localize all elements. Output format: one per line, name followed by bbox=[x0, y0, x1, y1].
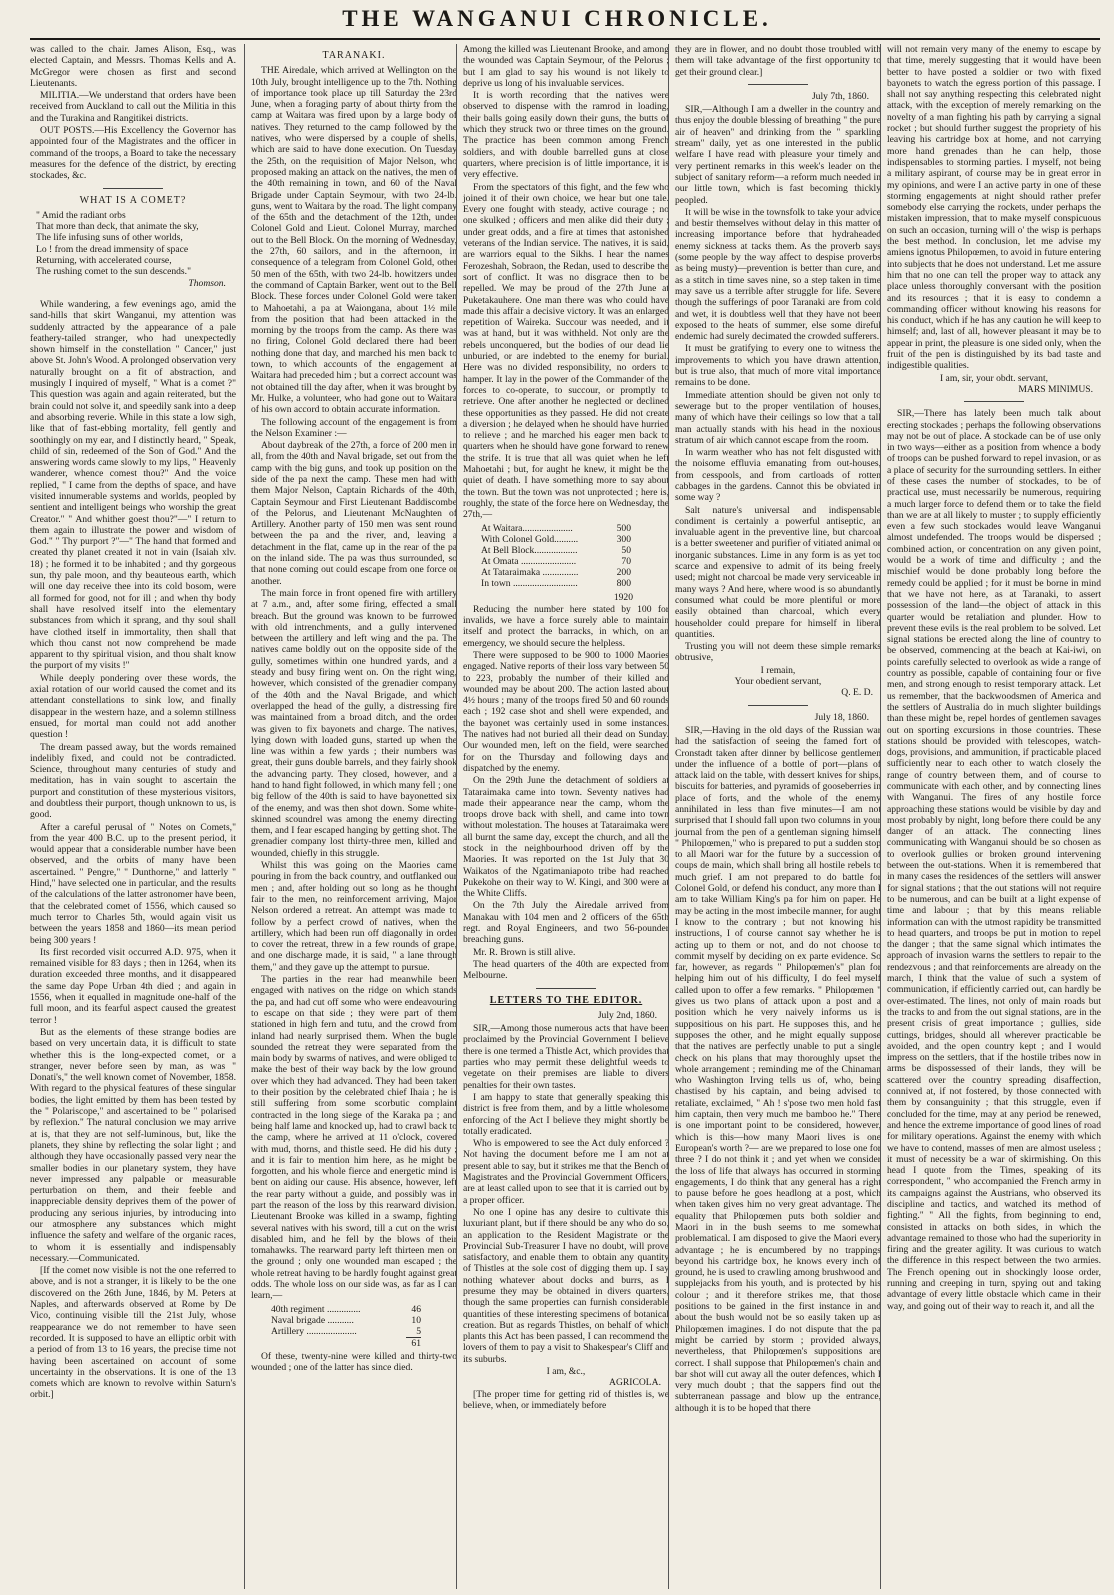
letter-paragraph: Immediate attention should be given not only to sewerage but to the proper ventilation of houses, many of which have their ceilings so low that a tall man actually stands with his head in the noxious stratum of air which cannot escape from the room. bbox=[675, 389, 881, 446]
article-paragraph: On the 7th July the Airedale arrived from Manakau with 104 men and 2 officers of the 65th regt. and Royal Engineers, and two 56-pounder breaching guns. bbox=[463, 900, 669, 946]
column-4 bbox=[668, 44, 881, 1589]
table-cell: 50 bbox=[621, 545, 631, 557]
editor-note: [If the comet now visible is not the one referred to above, and is not a stranger, it is likely to be the one discovered on the 26th June, 1846, by M. Peters at Naples, and afterwards observed at Rome by De Vico, continuing visible till the 21st July, whose reappearance we do not remember to have seen recorded. It is supposed to have an elliptic orbit with a period of from 13 to 16 years, the precise time not having been ascertained on account of some uncertainty in the observations. It is one of the 13 comets which are known to revolve within Saturn's orbit.] bbox=[30, 1265, 236, 1401]
masthead: THE WANGANUI CHRONICLE. bbox=[342, 6, 772, 31]
letter-paragraph: Who is empowered to see the Act duly enforced ? Not having the document before me I am not at present able to say, but it strikes me that the Bench of Magistrates and the Provincial Government Officers, are at least called upon to see that it is carried out by a proper officer. bbox=[463, 1138, 669, 1206]
divider bbox=[536, 988, 596, 989]
table-row bbox=[481, 556, 631, 567]
table-row bbox=[271, 1304, 421, 1315]
table-cell: With Colonel Gold.......... bbox=[481, 534, 579, 546]
table-cell: 46 bbox=[411, 1303, 421, 1315]
letters-heading: LETTERS TO THE EDITOR. bbox=[489, 994, 643, 1006]
letter-date: July 2nd, 1860. bbox=[597, 1009, 657, 1021]
table-row bbox=[481, 578, 631, 589]
letter-paragraph: will not remain very many of the enemy to escape by that time, merely suggesting that it would have been better to have posted a soldier or two with fixed bayonets to watch the egress portion of this passage. I shall not say anything respecting this celebrated night attack, with the exception of merely remarking on the novelty of a man fighting his path by carrying a signal rocket ; but should further suggest the propriety of his leaving his cartridge box at home, and not carrying more hand grenades than he can help, those indispensables to storming parties. I myself, not being a military aspirant, of course may be in great error in my opinions, and were I an active party in one of these storming engagements at night should rather prefer somebody else carrying the rockets, under perhaps the mistaken impression, that to make myself conspicuous on such an occasion, turning will o' the wisp is perhaps the best method. In conclusion, let me advise my amiens ignotus Philopœmen, to avoid in future entering into subjects that he does not understand. Let me assure him that no one can tell the proper way to attack any place unless thoroughly conversant with the position and its resources ; that it is easy to condemn a commanding officer without knowing his reasons for his conduct, which if he has any caution he will keep to himself; and, last of all, however pleasant it may be to appear in print, the pleasure is one sided only, when the fruit of the pen is distinguished by its bad taste and indigestible qualities. bbox=[887, 44, 1101, 372]
table-cell: Naval brigade ........... bbox=[271, 1314, 354, 1326]
table-row bbox=[271, 1337, 421, 1349]
article-paragraph: Its first recorded visit occurred A.D. 975, when it remained visible for 83 days ; then in 1264, when its duration exceeded three months, and it disappeared the same day Pope Urban 4th died ; and again in 1556, when it equalled in magnitude one-half of the full moon, and its fearful aspect caused the greatest terror ! bbox=[30, 946, 236, 1026]
divider bbox=[748, 705, 808, 706]
article-paragraph: But as the elements of these strange bodies are based on very uncertain data, it is difficult to state whether this is the long-expected comet, or a stranger, never before seen by man, as was " Donati's," the well known comet of November, 1858. With regard to the physical features of these singular bodies, the light emitted by them has been tested by the " Polariscope," and ascertained to be " polarised by reflexion." The natural conclusion we may arrive at is, that they are not self-luminous, but, like the planets, they shine by reflecting the solar light ; and although they have occasionally passed very near the smaller bodies in our planetary system, they have never impressed any palpable or measurable perturbation on them, and their feeble and inappreciable density deprives them of the power of producing any serious injuries, by introducing into our atmosphere any substances which might influence the safety and welfare of the organic races, to whom it is essentially and indispensably necessary.—Communicated. bbox=[30, 1026, 236, 1264]
letter-paragraph: It must be gratifying to every one to witness the improvements to which you have drawn attention, but is true also, that much of more vital importance remains to be done. bbox=[675, 343, 881, 389]
table-row bbox=[271, 1326, 421, 1338]
letter-signature: AGRICOLA. bbox=[609, 1377, 661, 1389]
column-2 bbox=[244, 44, 457, 1589]
taranaki-title: TARANAKI. bbox=[322, 50, 386, 61]
table-cell: 300 bbox=[616, 534, 631, 546]
column-5 bbox=[880, 44, 1101, 1589]
article-paragraph: THE Airedale, which arrived at Wellington on the 10th July, brought intelligence up to the 7th. Nothing of importance took place up till Saturday the 23rd June, when a foraging party of about thirty from the camp at Waitara was fired upon by a large body of natives. They returned to the camp followed by the natives, who were dispersed by a couple of shells, which are said to have done execution. On Tuesday the 25th, on the requisition of Major Nelson, who proposed making an attack on the natives, the men of the 40th remaining in town, and 60 of the Naval Brigade under Captain Seymour, with two 24-lb. guns, went to Waitara by the road. The light company of the 65th and the detachment of the 12th, under Colonel Gold and Lieut. Colonel Murray, marched out to the Bell Block. On the morning of Wednesday, the 27th, 60 sailors, and in the afternoon, in consequence of a telegram from Colonel Gold, other 50 men of the 65th, with two 24-lb. howitzers under the command of Captain Barker, went out to the Bell Block. These forces under Colonel Gold were taken to Mahoetahi, a pa at Waiongana, about 1½ mile from the position that had been attacked in the morning by the troops from the camp. As there was no firing, Colonel Gold declared there had been nothing done that day, and marched his men back to town, to which accounts of the engagement at Waitara had preceded him ; but a correct account was not obtained till the day after, when it was brought by Mr. Hulke, a volunteer, who had gone out to Waitara of his own accord to obtain accurate information. bbox=[251, 65, 457, 416]
divider bbox=[964, 401, 1024, 402]
letter-paragraph: It will be wise in the townsfolk to take your advice and bestir themselves without delay in this matter of increasing importance before that hydraheaded enemy sickness at tacks them. As the proverb says (some people by the way affect to despise proverbs as being musty)—prevention is better than cure, and as a stitch in time saves nine, so a step taken in time may save us a terrible after struggle for life. Severe though the sufferings of poor Taranaki are from cold and wet, it is doubtless well that they have not been exposed to the heats of summer, else some direful endemic had surely decimated the crowded sufferers. bbox=[675, 206, 881, 343]
article-paragraph: The dream passed away, but the words remained indelibly fixed, and could not be contradicted. Science, throughout many centuries of study and meditation, has in vain sought to ascertain the purport and constitution of these mysterious visitors, and doubtless their purport, though unknown to us, is good. bbox=[30, 741, 236, 821]
letter-signature: MARS MINIMUS. bbox=[1018, 383, 1093, 395]
table-cell: At Tataraimaka ............... bbox=[481, 567, 579, 579]
force-total: 1920 bbox=[613, 592, 633, 604]
letter-paragraph: SIR,—Having in the old days of the Russian war had the satisfaction of seeing the famed fort of Cronstadt taken after dinner by bellicose gentlemen under the influence of a bottle of port—plans of attack laid on the table, with dessert knives for ships, biscuits for batteries, and pyramids of gooseberries in place of forts, and the whole of the enemy annihilated in less than five minutes—I am not surprised that I should fall upon two columns in your journal from the pen of a gentleman signing himself " Philopœmen," who is prepared to put a sudden stop to all Maori war for the future by a succession of coups de main, which shall bring all hostile rebels to much grief. I am not prepared to do battle for Colonel Gold, or defend his conduct, any more than I am to take William King's pa for him on paper. He may be acting in the most imbecile manner, for aught I know to the contrary ; but not knowing his instructions, I of course cannot say whether he is acting up to them or not, and do not choose to commit myself by deciding on ex parte evidence. So far, however, as regards " Philopœmen's" plan for helping him out of his difficulty, I do feel myself called upon to offer a few remarks. " Philopœmen " gives us two plans of attack upon a post and a position which he very naively informs us is suppositious on his part. He supposes this, and he supposes the other, and he might equally suppose that the natives are perfectly unable to put a single check on his plans that may thoroughly upset the whole arrangement ; reminding me of the Chinaman who Washington Irving tells us of, who, being chastised by his captain, and being advised to retaliate, exclaimed, " Ah ! s'pose two men hold fast him captain, then very much me bamboo he." There is one important point to be considered, however, which is this—how many Maori lives is one European's worth ?— are we prepared to lose one for three ? I do not think it ; and yet when we consider the loss of life that always has occurred in storming engagements, I do think that any general has a right to pause before he goes headlong at a post, which when taken gives him no very great advantage. The equality that Philopœmen puts both soldier and Maori in in the bush seems to me somewhat problematical. I am disposed to give the Maori every advantage ; he is encumbered by no trappings beyond his cartridge box, he knows every inch of ground, he is used to crawling among brushwood and supplejacks from his youth, and is protected by his colour ; and it therefore strikes me, that those positions to be gained in the first instance in and about the bush would not be so easily taken up as Philopœmen imagines. I do not dispute that the pa might be carried by storm ; provided always, nevertheless, that Philopœmen's suppositions are correct. I shall suppose that Philopœmen's chain and bar shot will cut away all the outer defences, which I very much doubt ; that the sappers find out the subterranean passage and blow up the entrance, although it is to be hoped that there bbox=[675, 724, 881, 1414]
letter-paragraph: Salt nature's universal and indispensable condiment is certainly a powerful antiseptic, an invaluable agent in the preventive line, but charcoal is a better sweetener and purifier of vitiated animal or inorganic substances. Lime in any form is as yet too scarce and expensive to admit of its being freely used; might not charcoal be made very serviceable in many ways ? And here, where wood is so abundantly consumed what could be more plentiful or more easily obtained than charcoal, which every householder could prepare for himself in liberal quantities. bbox=[675, 504, 881, 640]
table-row bbox=[481, 567, 631, 578]
comet-epigraph bbox=[36, 210, 236, 289]
article-paragraph: The following account of the engagement is from the Nelson Examiner :— bbox=[251, 416, 457, 439]
poem-line: That more than deck, that animate the sky, bbox=[36, 221, 199, 233]
table-cell: 10 bbox=[411, 1314, 421, 1326]
article-paragraph: After a careful perusal of " Notes on Comets," from the year 400 B.C. up to the present period, it would appear that a considerable number have been observed, and the orbits of many have been ascertained. " Pengre," " Dunthorne," and latterly " Hind," have selected one in particular, and the results of the calculations of the latter astronomer have been, that the celebrated comet of 1556, which caused so much terror to Charles 5th, would again visit us between the years 1858 and 1860—its mean period being 300 years ! bbox=[30, 821, 236, 946]
table-cell: 500 bbox=[616, 523, 631, 535]
militia-notice: MILITIA.—We understand that orders have been received from Auckland to call out the Militia in this and the Turakina and Rangitikei districts. bbox=[30, 90, 236, 124]
article-paragraph: Among the killed was Lieutenant Brooke, and among the wounded was Captain Seymour, of the Pelorus ; but I am glad to say his wound is not likely to deprive us long of his invaluable services. bbox=[463, 44, 669, 89]
table-cell: 40th regiment .............. bbox=[271, 1303, 361, 1315]
article-paragraph: About daybreak of the 27th, a force of 200 men in all, from the 40th and Naval brigade, set out from the camp with the big guns, and took up position on the side of the pa next the camp. These men had with them Major Nelson, Captain Richards of the 40th, Captain Seymour and First Lieutenant Baddiscombe of the Pelorus, and Lieutenant McNaughten of Artillery. Another party of 150 men was sent round between the pa and the river, and, leaving a detachment in the flat, came up in the rear of the pa on the inland side. The pa was thus surrounded, so that none coming out could escape from one force or another. bbox=[251, 440, 457, 587]
letter-paragraph: Trusting you will not deem these simple remarks obtrusive, bbox=[675, 641, 881, 664]
table-cell: 800 bbox=[616, 578, 631, 590]
casualty-total: 61 bbox=[406, 1337, 421, 1349]
article-paragraph: The main force in front opened fire with artillery at 7 a.m., and, after some firing, effected a small breach. But the ground was known to be furrowed with old intrenchments, and a gully intervened between the artillery and left wing and the pa. The natives came boldly out on the opposite side of the gully, sometimes within one hundred yards, and a steady and busy firing went on. On the right wing, however, which consisted of the grenadier company of the 40th and the Naval Brigade, and which overlapped the head of the gully, a distressing fire was maintained from a broad ditch, and the order was given to fix bayonets and charge. The natives, lying down with loaded guns, started up when the line was within a few yards ; their numbers was great, their guns double barrels, and they fairly shook the advancing party. They closed, however, and a hand to hand fight followed, in which many fell ; one big fellow of the 40th is said to have bayonetted six of the enemy, and was then shot down. Some white-skinned scoundrel was among the enemy directing them, and I fear escaped hanging by getting shot. The grenadier company lost thirty-three men, killed and wounded, chiefly in this struggle. bbox=[251, 587, 457, 859]
divider bbox=[103, 188, 163, 189]
table-cell bbox=[271, 1337, 406, 1349]
column-1 bbox=[30, 44, 236, 1589]
divider bbox=[748, 84, 808, 85]
letter-date: July 18, 1860. bbox=[814, 711, 869, 723]
table-cell: In town ........................... bbox=[481, 578, 578, 590]
editor-note: they are in flower, and no doubt those troubled with them will take advantage of the first opportunity to get their ground clear.] bbox=[675, 44, 881, 78]
poem-line: " Amid the radiant orbs bbox=[36, 209, 126, 221]
outposts-notice: OUT POSTS.—His Excellency the Governor has appointed four of the Magistrates and the officer in command of the troops, a Board to take the necessary measures for the defence of the district, by erecting stockades, &c. bbox=[30, 125, 236, 182]
table-row bbox=[271, 1315, 421, 1326]
table-row bbox=[481, 545, 631, 556]
article-paragraph: Of these, twenty-nine were killed and thirty-two wounded ; one of the latter has since died. bbox=[251, 1350, 457, 1373]
letter-signoff: Your obedient servant, bbox=[734, 676, 822, 688]
letter-signoff: I remain, bbox=[760, 664, 796, 676]
table-row bbox=[481, 534, 631, 545]
article-paragraph: The parties in the rear had meanwhile been engaged with natives on the ridge on which stands the pa, and had cut off some who were endeavouring to escape on that side ; they were part of them stationed in high fern and tutu, and the crowd from inland had nearly surprised them. When the bugle sounded the retreat they were separated from the main body by swarms of natives, and were obliged to make the best of their way back by the low ground over which they had advanced. They had been taken to their position by the celebrated chief Ihaia ; he is still suffering from some scorbutic complaint contracted in the long siege of the Karaka pa ; and being half lame and knocked up, had to crawl back to the camp, where he arrived at 11 o'clock, covered with mud, thorns, and thistle seed. He did his duty ; and it is fair to mention him here, as he might be forgotten, and his whole fierce and energetic mind is bent on aiding our cause. His absence, however, left the rear party without a guide, and possibly was in part the reason of the loss by this rearward division. Lieutenant Brooke was killed in a swamp, fighting several natives with his sword, till a cut on the wrist disabled him, and he fell by the blows of their tomahawks. The rearward party left thirteen men on the ground ; only one wounded man escaped ; the whole retreat having to be hardly fought against great odds. The whole loss on our side was, as far as I can learn,— bbox=[251, 974, 457, 1302]
article-paragraph: Whilst this was going on the Maories came pouring in from the back country, and outflanked our men ; and, after holding out so long as he thought fair to the men, no reinforcement arriving, Major Nelson ordered a retreat. An attempt was made to follow by a perfect crowd of natives, when the artillery, which had been run off diagonally in order to cover the retreat, threw in a few rounds of grape, and one discharge made, it is said, " a lane through them," and they gave up the attempt to pursue. bbox=[251, 860, 457, 973]
table-cell: At Bell Block.................. bbox=[481, 545, 578, 557]
letter-signature: Q. E. D. bbox=[841, 687, 873, 699]
letter-paragraph: No one I opine has any desire to cultivate this luxuriant plant, but if there should be any who do so, an application to the Resident Magistrate or the Provincial Sub-Treasurer I have no doubt, will prove satisfactory, and enable them to obtain any quantity of Thistles at the sole cost of digging them up. I say nothing whatever about docks and burrs, as I presume they may be obtained in divers quarters, though the same properties can furnish considerable quantities of these interesting specimens of botanical creation. But as regards Thistles, on behalf of which plants this Act has been passed, I can recommend the lovers of them to pay a visit to Shakespear's Cliff and its suburbs. bbox=[463, 1206, 669, 1365]
table-cell: At Omata ....................... bbox=[481, 556, 577, 568]
poem-attribution: Thomson. bbox=[188, 277, 226, 289]
table-cell: 70 bbox=[621, 556, 631, 568]
editor-note: [The proper time for getting rid of thistles is, we believe, when, or immediately before bbox=[463, 1388, 669, 1411]
article-paragraph: Reducing the number here stated by 100 for invalids, we have a force surely able to maintain itself and protect the barracks, in which, on an emergency, we should secure the helpless. bbox=[463, 603, 669, 649]
table-cell: 200 bbox=[616, 567, 631, 579]
force-table bbox=[481, 523, 631, 589]
letter-paragraph: SIR,—There has lately been much talk about erecting stockades ; perhaps the following observations may not be out of place. A stockade can be of use only in two ways—either as a position from whence a body of troops can be pushed forward to repel invasion, or as a place of security for the surrounding settlers. In either of these cases the number of stockades, to be of practical use, must necessarily be numerous, requiring a much larger force to defend them or to take the field than we are at all likely to muster ; to supply efficiently even a few such stockades would leave Wanganui almost undefended. The troops would be dispersed ; combined action, or concentration on any given point, would be a work of time and difficulty ; and the mischief would be done probably long before the remedy could be applied ; for it must be borne in mind that we have not here, as at Taranaki, to assert possession of the land—the object of attack in this quarter would be retaliation and plunder. How to prevent these evils is the real problem to be solved. Let signal stations be erected along the line of country to be observed, commencing at the beach at Kai-iwi, on points carefully selected to overlook as wide a range of country as possible, capable of containing four or five men, and strong enough to resist temporary attack. Let us remember, that the backwoodsmen of America and the settlers of Australia do in much slighter buildings than these might be, repel hordes of gentlemen savages out on sporting excursions in those countries. These stations should be provided with telescopes, watch-dogs, provisions, and ammunition, if practicable placed sufficiently near to each other to watch closely the range of country between them, and of course to communicate with each other, and by connecting lines with Wanganui. The fires of any hostile force approaching these stations would be visible by day and most probably by night, long before there could be any danger of an attack. The connecting lines communicating with Wanganui should be so chosen as to overlook gullies or broken ground intervening between the out-stations. When it is remembered that in many cases the residences of the settlers will answer for signal stations ; that the out stations will not require to be numerous, and can be built at a light expense of time and labour ; that by this means reliable information can with the utmost rapidity be transmitted to head quarters, and troops be put in motion to repel the danger ; that the same signal which intimates the approach of invasion warns the settlers to repair to the rendezvous ; and that reinforcements are already on the march, I think that the value of such a system of communication, if efficiently carried out, can hardly be over-estimated. The lines, not only of main roads but the tracks to and from the out signal stations, are in the present crisis of great importance ; gullies, side cuttings, bridges, should all wherever practicable be avoided, and the open country kept ; and I would impress on the settlers, that if the hostile tribes now in arms be dispossessed of their lands, they will be scattered over the country spreading disaffection, connived at, if not fostered, by those connected with them by consanguinity ; that this struggle, even if concluded for the time, may at any period be renewed, and hence the extreme importance of good lines of road for military operations. Against the enemy with which we have to contend, masses of men are almost useless ; it must of necessity be a war of skirmishing. On this head I quote from the Times, speaking of its correspondent, " who accompanied the French army in its campaigns against the Austrians, who observed its discipline and tactics, and watched its method of fighting." " All the fights, from beginning to end, consisted in attacks on both sides, in which the advantage remained to those who had the superiority in firing and the greater agility. It was curious to watch the difference in this respect between the two armies. The French opening out in shockingly loose order, running and creeping in turn, spying out and taking advantage of every little obstacle which came in their way, and going out of their way to reach it, and all the bbox=[887, 408, 1101, 1312]
table-row bbox=[481, 523, 631, 534]
letter-signoff: I am, &c., bbox=[546, 1366, 586, 1378]
table-cell: 5 bbox=[416, 1325, 421, 1337]
poem-line: Lo ! from the dread immensity of space bbox=[36, 243, 189, 255]
article-paragraph: From the spectators of this fight, and the few who joined it of their own choice, we hear but one tale. Every one fought with steady, active courage ; no one skulked ; officers and men alike did their duty ; under great odds, and a fire at times that astonished veterans of the Indian service. The natives, it is said, are warriors equal to the Sikhs. I hear the names Ferozeshah, Sobraon, the Redan, used to describe the sort of conflict. It was no disgrace then to be repelled. We may be proud of the 27th June at Puketakauhere. One man there was who could have made this affair a decisive victory. It was an enlarged repetition of Waireka. Succour was needed, and it was at hand, but it was withheld. Not only are the rebels unconquered, but the bodies of our dead lie unburied, or are indebted to the enemy for burial. Here was no divided responsibility, no orders to hamper. It lay in the power of the Commander of the forces to co-operate, to succour, or promptly to retrieve. One after another he neglected or declined these opportunities as they passed. He did not create a diversion ; he delayed when he should have hurried to relieve ; and he marched his eager men back to quarters when he should have gone forward to renew the strife. It is true that all was quiet when he left Mahoetahi ; but, for aught he knew, it might be the quiet of death. I have something more to say about the town. But the town was not unprotected ; here is, roughly, the state of the force here on Wednesday, the 27th,— bbox=[463, 181, 669, 521]
article-paragraph: was called to the chair. James Alison, Esq., was elected Captain, and Messrs. Thomas Kells and A. McGregor were chosen as first and second Lieutenants. bbox=[30, 44, 236, 89]
letter-date: July 7th, 1860. bbox=[811, 90, 869, 102]
masthead-rule bbox=[30, 38, 1100, 40]
poem-line: The rushing comet to the sun descends." bbox=[36, 266, 191, 278]
article-paragraph: It is worth recording that the natives were observed to dispense with the ramrod in loading, their balls going easily down their guns, the butts of which they struck two or three times on the ground. The practice has been common among French soldiers, and with double barrelled guns at close quarters, where precision is of little importance, it is very effective. bbox=[463, 90, 669, 181]
poem-line: Returning, with accelerated course, bbox=[36, 255, 172, 267]
poem-line: The life infusing suns of other worlds, bbox=[36, 232, 183, 244]
letter-paragraph: SIR,—Among those numerous acts that have been proclaimed by the Provincial Government I believe there is one termed a Thistle Act, which provides that parties who may permit these delightful weeds to vegetate on their premises are liable to divers penalties for their own tastes. bbox=[463, 1023, 669, 1091]
casualty-table bbox=[271, 1304, 421, 1349]
article-paragraph: While deeply pondering over these words, the axial rotation of our world caused the comet and its attendant constellations to sink low, and finally disappear in the western haze, and a solemn stillness ensued, for mortal man could not add another question ! bbox=[30, 672, 236, 741]
comet-article-title: WHAT IS A COMET? bbox=[79, 194, 187, 206]
article-paragraph: On the 29th June the detachment of soldiers at Tataraimaka came into town. Seventy natives had made their appearance near the camp, whom the troops drove back with shell, and came into town without molestation. The houses at Tataraimaka were all burnt the same day, except the church, and all the stock in the neighbourhood driven off by the Maories. It was reported on the 1st July that 30 Waikatos of the Ngatimaniapoto tribe had reached Pukekohe on their way to W. Kingi, and 300 were at the White Cliffs. bbox=[463, 775, 669, 900]
letter-paragraph: I am happy to state that generally speaking this district is free from them, and by a little wholesome enforcing of the Act I believe they might shortly be totally eradicated. bbox=[463, 1091, 669, 1137]
letter-paragraph: In warm weather who has not felt disgusted with the noisome effluvia emanating from out-houses, from cesspools, and from cartloads of rotten cabbages in the gardens. Cannot this be obviated in some way ? bbox=[675, 447, 881, 504]
letter-paragraph: SIR,—Although I am a dweller in the country and thus enjoy the double blessing of breathing " the pure air of heaven" and drinking from the " sparkling stream" daily, yet as one interested in the public welfare I have read with pleasure your timely and very pertinent remarks in this week's leader on the subject of sanitary reform—a reform much needed in our little town, which is fast becoming thickly peopled. bbox=[675, 104, 881, 206]
article-paragraph: Mr. R. Brown is still alive. bbox=[473, 946, 576, 958]
table-cell: Artillery ..................... bbox=[271, 1325, 357, 1337]
article-paragraph: While wandering, a few evenings ago, amid the sand-hills that skirt Wanganui, my attention was suddenly attracted by the appearance of a pale feathery-tailed stranger, who had unexpectedly shown himself in the constellation " Cancer," just above St. John's Wood. A prolonged observation very naturally brought on a fit of abstraction, and musingly I inquired of myself, " What is a comet ?" This question was again and again reiterated, but the brain could not solve it, and speedily sank into a deep and absorbing reverie. While in this state a low sigh, like that of fast-ebbing mortality, fell gently and soothingly on my ear, and I distinctly heard, " Speak, child of sin, redeemed of the Son of God." And the answering words came slowly to my lips, " Heavenly wanderer, whence comest thou?" And the voice replied, " I came from the depths of space, and have visited innumerable systems and worlds, peopled by sentient and intelligent beings who worship the great Creator." " And whither goest thou?"—" I return to them again to illustrate the power and wisdom of God." " Thy purport ?"—" The hand that formed and created thy planet created it not in vain (Isaiah xlv. 18) ; he formed it to be inhabited ; and thy gorgeous sun, thy pale moon, and thy beauteous earth, which will one day receive thee into its cold bosom, were all formed for good, not for ill ; and when thy body shall have resolved itself into the elementary substances from which it sprang, and thy soul shall have clothed itself in immortality, then shall that which thou canst not now comprehend be made apparent to thy spiritual vision, and thou shalt know the purport of my visits !" bbox=[30, 298, 236, 672]
table-cell: At Waitara..................... bbox=[481, 523, 573, 535]
column-3 bbox=[456, 44, 669, 1589]
article-paragraph: There were supposed to be 900 to 1000 Maories engaged. Native reports of their loss vary between 50 to 223, probably the number of their killed and wounded may be about 200. The action lasted about 4½ hours ; many of the troops fired 50 and 60 rounds each ; 192 case shot and shell were expended, and the bayonet was certainly used in some instances. The natives had not buried all their dead on Sunday. Our wounded men, left on the field, were searched for on the Thursday and following days and dispatched by the enemy. bbox=[463, 649, 669, 774]
letter-signoff: I am, sir, your obdt. servant, bbox=[939, 372, 1049, 384]
article-paragraph: The head quarters of the 40th are expected from Melbourne. bbox=[463, 958, 669, 982]
